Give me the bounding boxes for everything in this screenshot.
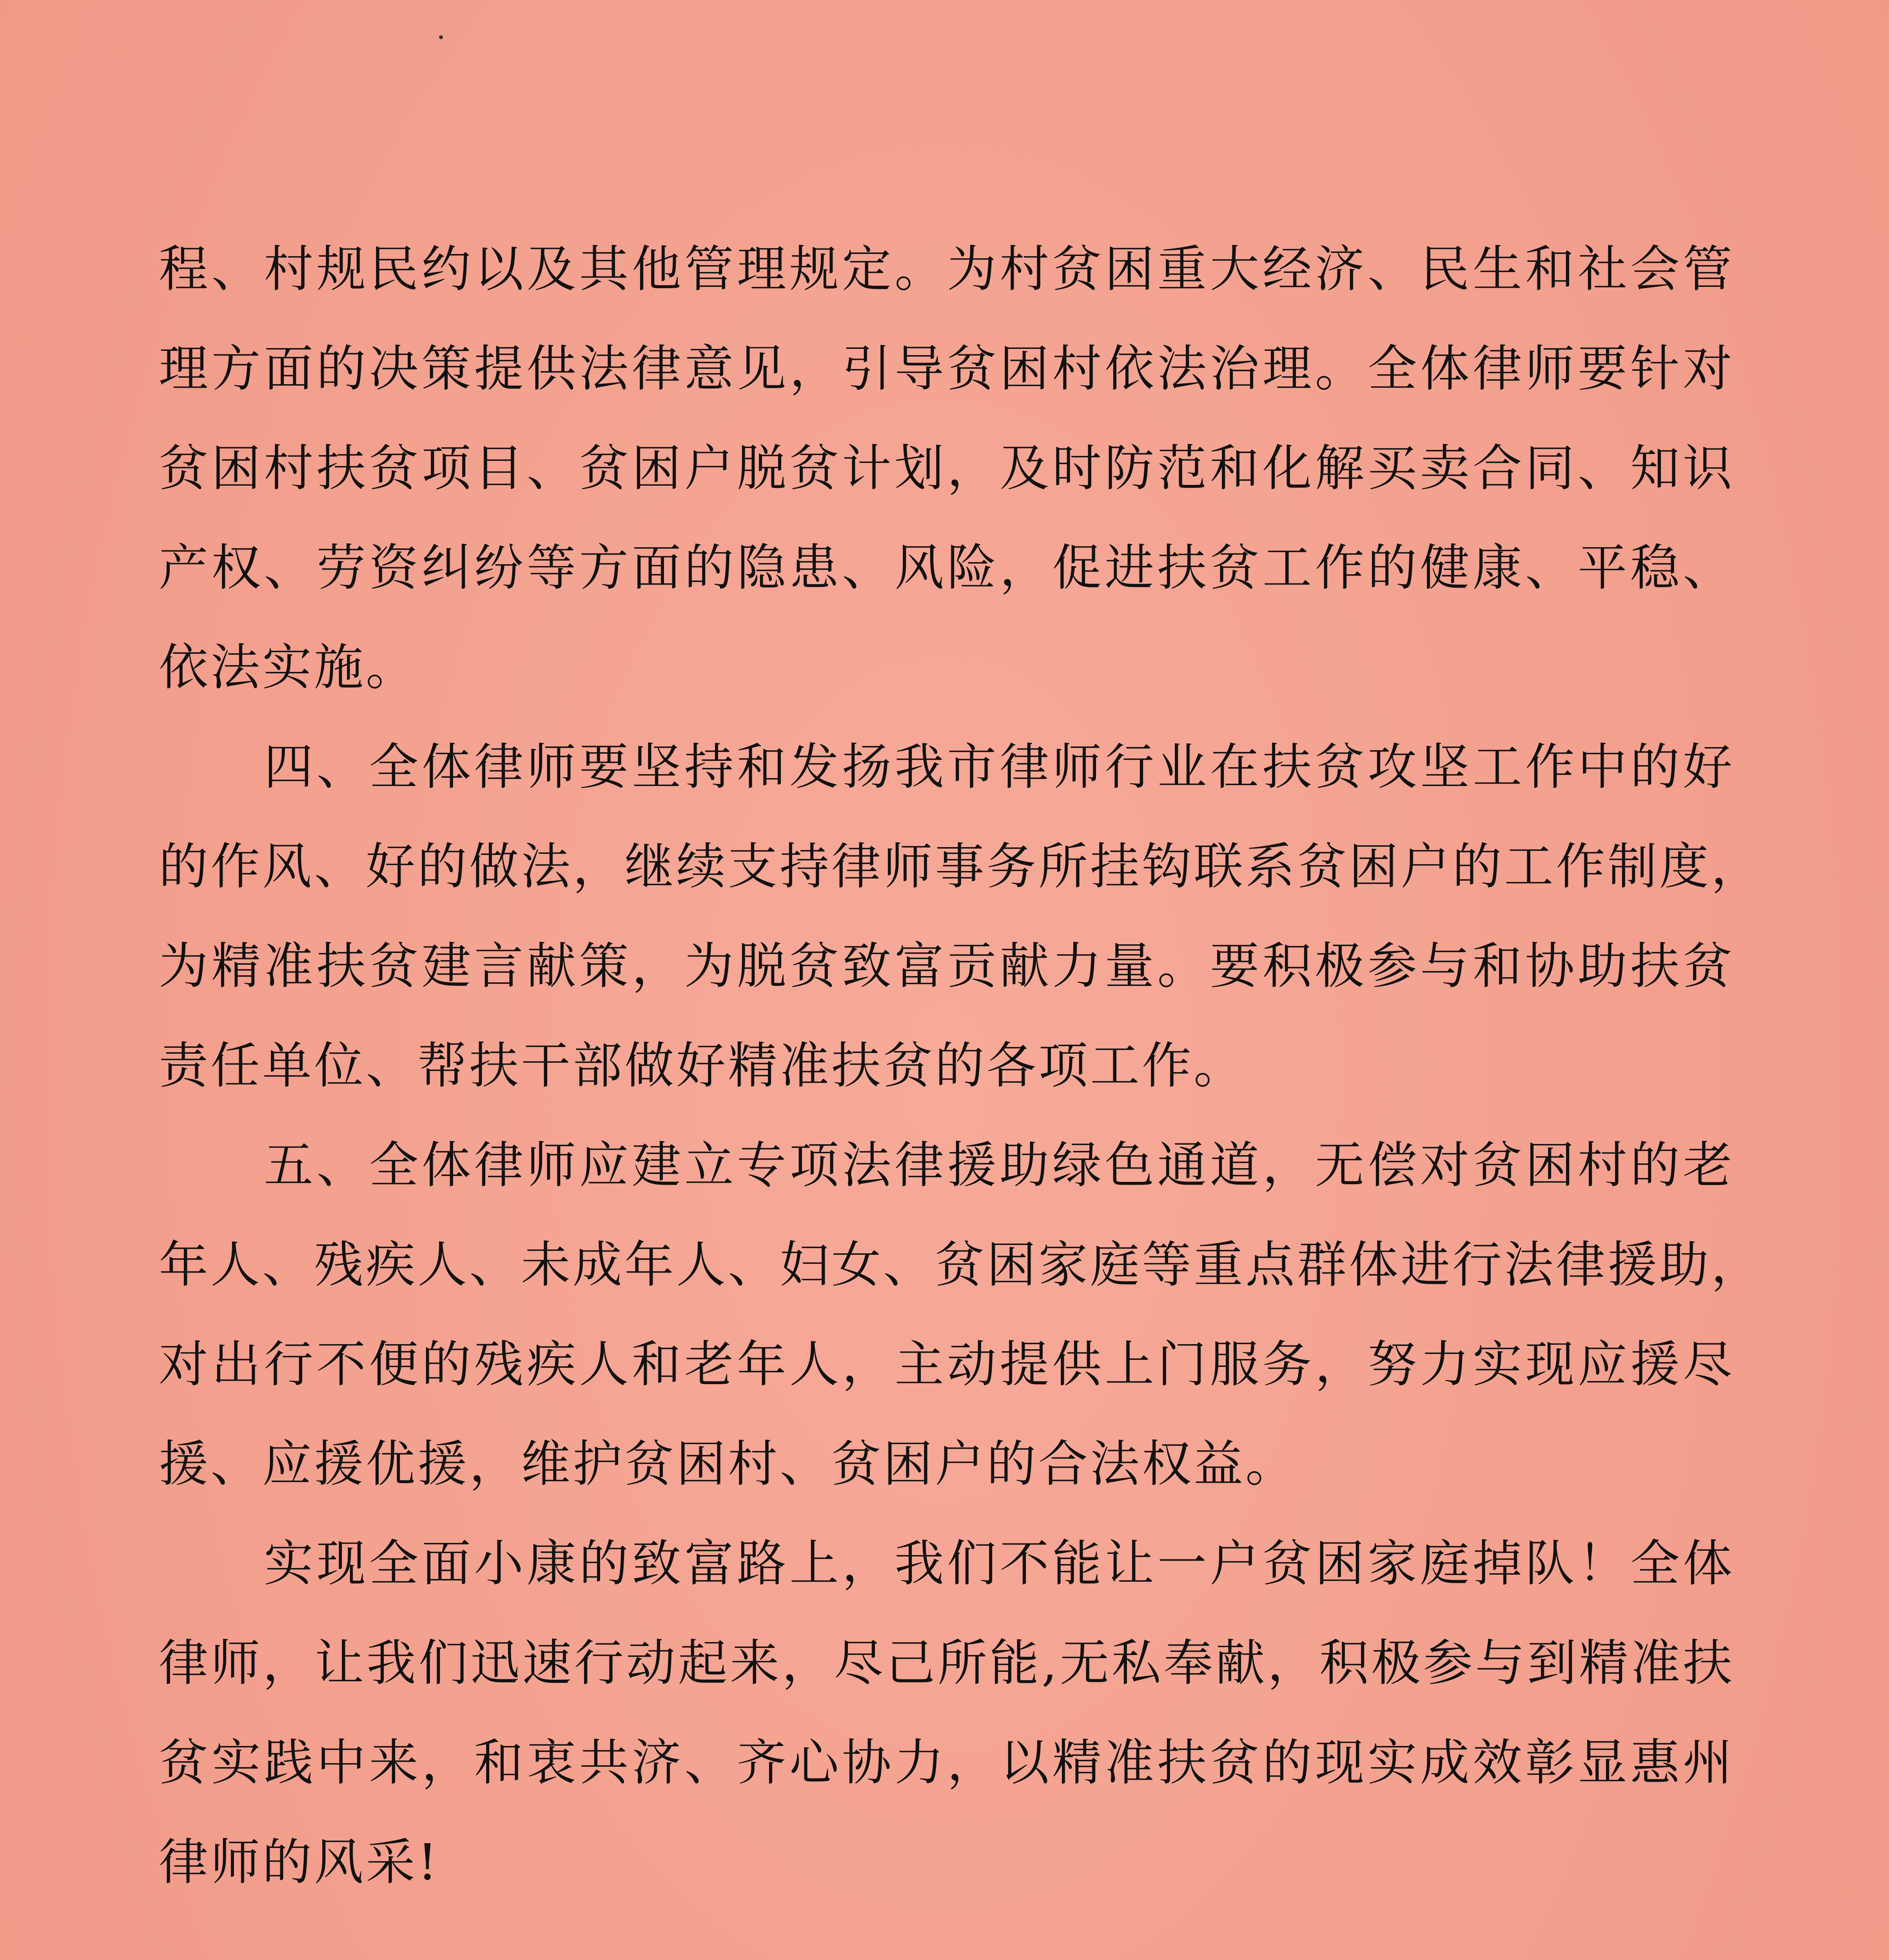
text-line: 对出行不便的残疾人和老年人，主动提供上门服务，努力实现应援尽	[159, 1336, 1735, 1393]
paragraph-1	[159, 220, 1735, 717]
paragraph-3	[159, 1116, 1763, 1514]
text-line: 程、村规民约以及其他管理规定。为村贫困重大经济、民生和社会管	[159, 240, 1735, 298]
text-line: 律师，让我们迅速行动起来，尽己所能,无私奉献，积极参与到精准扶	[159, 1634, 1735, 1692]
text-line: 年人、残疾人、未成年人、妇女、贫困家庭等重点群体进行法律援助，	[159, 1236, 1763, 1294]
body-text	[159, 220, 1763, 1912]
text-line: 实现全面小康的致富路上，我们不能让一户贫困家庭掉队！全体	[159, 1535, 1735, 1592]
text-line: 产权、劳资纠纷等方面的隐患、风险，促进扶贫工作的健康、平稳、	[159, 539, 1735, 597]
text-line: 贫实践中来，和衷共济、齐心协力，以精准扶贫的现实成效彰显惠州	[159, 1734, 1735, 1791]
text-line: 援、应援优援，维护贫困村、贫困户的合法权益。	[159, 1435, 1297, 1493]
text-line: 为精准扶贫建言献策，为脱贫致富贡献力量。要积极参与和协助扶贫	[159, 937, 1735, 995]
text-line: 理方面的决策提供法律意见，引导贫困村依法治理。全体律师要针对	[159, 340, 1735, 397]
paragraph-4	[159, 1514, 1735, 1912]
text-line: 依法实施。	[159, 639, 417, 696]
text-line: 贫困村扶贫项目、贫困户脱贫计划，及时防范和化解买卖合同、知识	[159, 439, 1735, 497]
paper-speck	[439, 35, 443, 39]
text-line: 责任单位、帮扶干部做好精准扶贫的各项工作。	[159, 1037, 1245, 1094]
text-line: 律师的风采!	[159, 1833, 440, 1891]
paragraph-2	[159, 717, 1763, 1116]
text-line: 五、全体律师应建立专项法律援助绿色通道，无偿对贫困村的老	[159, 1136, 1735, 1194]
text-line: 四、全体律师要坚持和发扬我市律师行业在扶贫攻坚工作中的好	[159, 738, 1735, 796]
text-line: 的作风、好的做法，继续支持律师事务所挂钩联系贫困户的工作制度，	[159, 838, 1763, 895]
